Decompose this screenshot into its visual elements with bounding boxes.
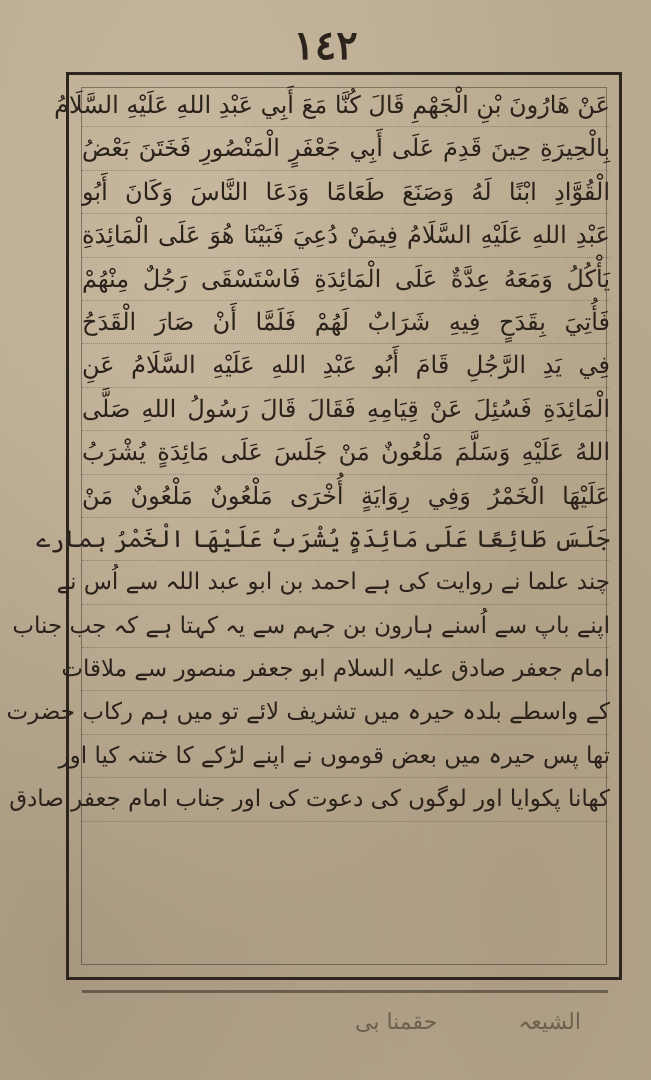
text-line: کے واسطے بلدہ حیرہ میں تشریف لائے تو میں ہم رکاب حضرت bbox=[82, 691, 610, 734]
text-line: عَلَيْهَا الْخَمْرُ وَفِي رِوَايَةٍ أُخْرَى مَلْعُونٌ مَلْعُونٌ مَنْ bbox=[82, 475, 610, 518]
page-number: ١٤٢ bbox=[293, 22, 358, 69]
text-line: يَأْكُلُ وَمَعَهُ عِدَّةٌ عَلَى الْمَائِدَةِ فَاسْتَسْقَى رَجُلٌ مِنْهُمْ bbox=[82, 258, 610, 301]
footer-catchword: الشیعہ bbox=[518, 1010, 581, 1035]
text-line: چند علما نے روایت کی ہے احمد بن ابو عبد اللہ سے اُس نے bbox=[82, 561, 610, 604]
text-line: عَنْ هَارُونَ بْنِ الْجَهْمِ قَالَ كُنَّا مَعَ أَبِي عَبْدِ اللهِ عَلَيْهِ السَّلَامُ bbox=[82, 84, 610, 127]
text-line: الْمَائِدَةِ فَسُئِلَ عَنْ قِيَامِهِ فَقَالَ قَالَ رَسُولُ اللهِ صَلَّى bbox=[82, 388, 610, 431]
text-line: جَلَسَ طَائِعًا عَلَى مَائِدَةٍ يُشْرَبُ عَلَيْهَا الْخَمْرُ ہمارے bbox=[82, 518, 610, 561]
text-line: فِي يَدِ الرَّجُلِ قَامَ أَبُو عَبْدِ اللهِ عَلَيْهِ السَّلَامُ عَنِ bbox=[82, 344, 610, 387]
text-line: عَبْدِ اللهِ عَلَيْهِ السَّلَامُ فِيمَنْ دُعِيَ فَبَيْنَا هُوَ عَلَى الْمَائِدَةِ bbox=[82, 214, 610, 257]
text-line: امام جعفر صادق علیہ السلام ابو جعفر منصور سے ملاقات bbox=[82, 648, 610, 691]
text-line: الْقُوَّادِ ابْنًا لَهُ وَصَنَعَ طَعَامًا وَدَعَا النَّاسَ وَكَانَ أَبُو bbox=[82, 171, 610, 214]
page-footer bbox=[0, 1010, 651, 1060]
text-line: بِالْحِيرَةِ حِينَ قَدِمَ عَلَى أَبِي جَعْفَرٍ الْمَنْصُورِ فَخَتَنَ بَعْضُ bbox=[82, 127, 610, 170]
footer-mark: حقمنا بی bbox=[355, 1010, 438, 1035]
text-block bbox=[6, 84, 610, 964]
text-line: اللهُ عَلَيْهِ وَسَلَّمَ مَلْعُونٌ مَنْ جَلَسَ عَلَى مَائِدَةٍ يُشْرَبُ bbox=[82, 431, 610, 474]
text-line: اپنے باپ سے اُسنے ہارون بن جہم سے یہ کہتا ہے کہ جب جناب bbox=[82, 605, 610, 648]
text-line: تھا پس حیرہ میں بعض قوموں نے اپنے لڑکے کا ختنہ کیا اور bbox=[82, 735, 610, 778]
frame-bottom-rule bbox=[82, 990, 608, 993]
text-line: کھانا پکوایا اور لوگوں کی دعوت کی اور جناب امام جعفر صادق bbox=[82, 778, 610, 821]
text-line: فَأُتِيَ بِقَدَحٍ فِيهِ شَرَابٌ لَهُمْ فَلَمَّا أَنْ صَارَ الْقَدَحُ bbox=[82, 301, 610, 344]
